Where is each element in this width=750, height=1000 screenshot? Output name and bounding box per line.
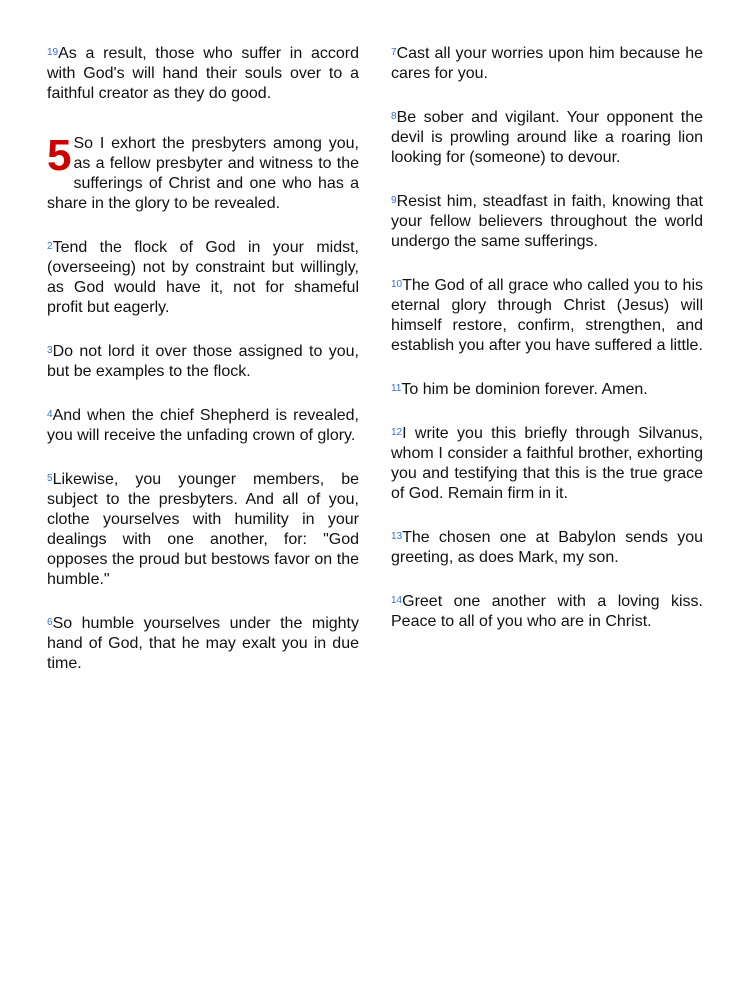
verse-2 <box>47 238 359 318</box>
verse-19 <box>47 44 359 104</box>
verse-number: 10 <box>391 279 403 290</box>
verse-7 <box>391 44 703 84</box>
verse-text: Do not lord it over those assigned to you, but be examples to the flock. <box>47 343 359 380</box>
verse-text: Tend the flock of God in your midst, (overseeing) not by constraint but willingly, as God would have it, not for shameful profit but eagerly. <box>47 239 359 316</box>
verse-4 <box>47 406 359 446</box>
verse-13 <box>391 528 703 568</box>
verse-number: 14 <box>391 595 403 606</box>
verse-text: So humble yourselves under the mighty hand of God, that he may exalt you in due time. <box>47 615 359 672</box>
verse-number: 6 <box>47 617 53 628</box>
verse-10 <box>391 276 703 356</box>
verse-number: 8 <box>391 111 397 122</box>
right-column <box>391 44 703 656</box>
verse-text: Cast all your worries upon him because he cares for you. <box>391 45 703 82</box>
chapter-number: 5 <box>47 131 72 180</box>
verse-number: 4 <box>47 409 53 420</box>
verse-text: I write you this briefly through Silvanus, whom I consider a faithful brother, exhorting you and testifying that this is the true grace of God. Remain firm in it. <box>391 425 703 502</box>
verse-text: Be sober and vigilant. Your opponent the devil is prowling around like a roaring lion looking for (someone) to devour. <box>391 109 703 166</box>
verse-text: As a result, those who suffer in accord with God's will hand their souls over to a faithful creator as they do good. <box>47 45 359 102</box>
verse-number: 3 <box>47 345 53 356</box>
verse-8 <box>391 108 703 168</box>
verse-5 <box>47 470 359 590</box>
verse-text: And when the chief Shepherd is revealed, you will receive the unfading crown of glory. <box>47 407 359 444</box>
verse-text: Resist him, steadfast in faith, knowing that your fellow believers throughout the world undergo the same sufferings. <box>391 193 703 250</box>
verse-11 <box>391 380 703 400</box>
verse-number: 13 <box>391 531 403 542</box>
verse-number: 7 <box>391 47 397 58</box>
verse-14 <box>391 592 703 632</box>
chapter-5-verse-1 <box>47 131 359 214</box>
verse-9 <box>391 192 703 252</box>
verse-text: Greet one another with a loving kiss. Peace to all of you who are in Christ. <box>391 593 703 630</box>
verse-6 <box>47 614 359 674</box>
verse-number: 9 <box>391 195 397 206</box>
verse-12 <box>391 424 703 504</box>
verse-text: The God of all grace who called you to his eternal glory through Christ (Jesus) will himself restore, confirm, strengthen, and establish you after you have suffered a little. <box>391 277 703 354</box>
verse-number: 5 <box>47 473 53 484</box>
verse-number: 12 <box>391 427 403 438</box>
verse-text: So I exhort the presbyters among you, as a fellow presbyter and witness to the sufferings of Christ and one who has a share in the glory to be revealed. <box>47 135 359 212</box>
verse-number: 11 <box>391 383 402 394</box>
verse-text: Likewise, you younger members, be subject to the presbyters. And all of you, clothe yourselves with humility in your dealings with one another, for: "God opposes the proud but bestows favor on the humble." <box>47 471 359 588</box>
verse-number: 2 <box>47 241 53 252</box>
verse-text: The chosen one at Babylon sends you greeting, as does Mark, my son. <box>391 529 703 566</box>
left-column <box>47 44 359 698</box>
verse-3 <box>47 342 359 382</box>
verse-number: 19 <box>47 47 59 58</box>
verse-text: To him be dominion forever. Amen. <box>401 381 648 398</box>
